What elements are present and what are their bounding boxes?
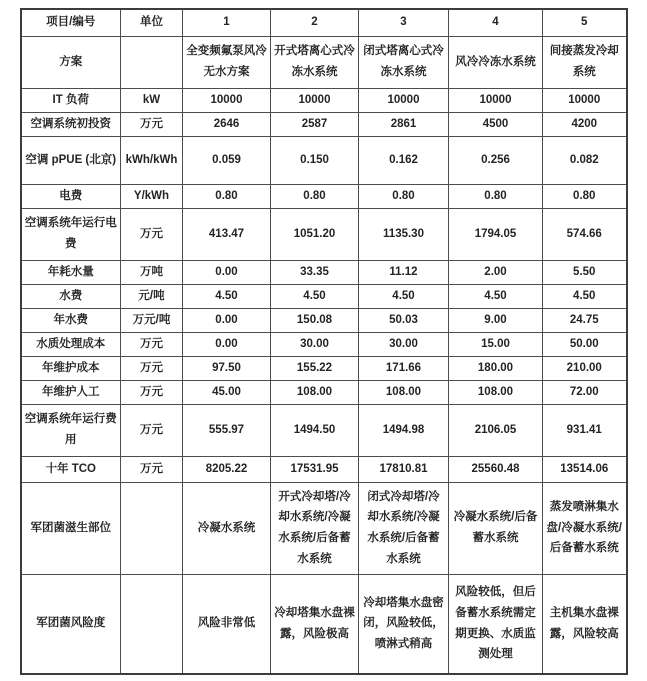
- value-cell: 0.80: [543, 184, 627, 208]
- unit-cell: 万元: [121, 332, 183, 356]
- unit-cell: 万吨: [121, 260, 183, 284]
- value-cell: 50.03: [359, 308, 449, 332]
- unit-cell: 万元: [121, 208, 183, 260]
- value-cell: 574.66: [543, 208, 627, 260]
- value-cell: 30.00: [271, 332, 359, 356]
- column-header-6: 5: [543, 9, 627, 36]
- column-header-3: 2: [271, 9, 359, 36]
- value-cell: 30.00: [359, 332, 449, 356]
- table-row: [21, 284, 627, 308]
- table-row: [21, 88, 627, 112]
- value-cell: 风险非常低: [183, 574, 271, 674]
- value-cell: 17531.95: [271, 456, 359, 482]
- value-cell: 108.00: [449, 380, 543, 404]
- value-cell: 15.00: [449, 332, 543, 356]
- unit-cell: 万元: [121, 112, 183, 136]
- value-cell: 0.80: [271, 184, 359, 208]
- value-cell: 4.50: [271, 284, 359, 308]
- value-cell: 0.059: [183, 136, 271, 184]
- value-cell: 33.35: [271, 260, 359, 284]
- value-cell: 97.50: [183, 356, 271, 380]
- value-cell: 2.00: [449, 260, 543, 284]
- value-cell: 1494.98: [359, 404, 449, 456]
- value-cell: 171.66: [359, 356, 449, 380]
- value-cell: 风险较低，但后备蓄水系统需定期更换、水质监测处理: [449, 574, 543, 674]
- row-label-cell: 空调系统年运行费用: [21, 404, 121, 456]
- value-cell: 180.00: [449, 356, 543, 380]
- cooling-scheme-comparison-table: [20, 8, 628, 675]
- value-cell: 冷却塔集水盘密闭，风险较低，喷淋式稍高: [359, 574, 449, 674]
- table-row: [21, 380, 627, 404]
- value-cell: 150.08: [271, 308, 359, 332]
- value-cell: 10000: [543, 88, 627, 112]
- value-cell: 10000: [271, 88, 359, 112]
- row-label-cell: 空调系统年运行电费: [21, 208, 121, 260]
- value-cell: 0.150: [271, 136, 359, 184]
- value-cell: 主机集水盘裸露，风险较高: [543, 574, 627, 674]
- value-cell: 冷却塔集水盘裸露，风险极高: [271, 574, 359, 674]
- value-cell: 50.00: [543, 332, 627, 356]
- row-label-cell: 年维护人工: [21, 380, 121, 404]
- value-cell: 11.12: [359, 260, 449, 284]
- column-header-0: 项目/编号: [21, 9, 121, 36]
- row-label-cell: 水质处理成本: [21, 332, 121, 356]
- value-cell: 0.256: [449, 136, 543, 184]
- table-header-row: [21, 9, 627, 36]
- value-cell: 4500: [449, 112, 543, 136]
- table-row: [21, 260, 627, 284]
- value-cell: 155.22: [271, 356, 359, 380]
- value-cell: 0.00: [183, 308, 271, 332]
- value-cell: 10000: [359, 88, 449, 112]
- unit-cell: 万元: [121, 380, 183, 404]
- value-cell: 2587: [271, 112, 359, 136]
- value-cell: 闭式冷却塔/冷却水系统/冷凝水系统/后备蓄水系统: [359, 482, 449, 574]
- unit-cell: [121, 482, 183, 574]
- table-row: [21, 112, 627, 136]
- value-cell: 17810.81: [359, 456, 449, 482]
- column-header-1: 单位: [121, 9, 183, 36]
- row-label-cell: 方案: [21, 36, 121, 88]
- row-label-cell: 十年 TCO: [21, 456, 121, 482]
- unit-cell: kW: [121, 88, 183, 112]
- value-cell: 1794.05: [449, 208, 543, 260]
- value-cell: 108.00: [359, 380, 449, 404]
- column-header-2: 1: [183, 9, 271, 36]
- value-cell: 25560.48: [449, 456, 543, 482]
- value-cell: 0.80: [449, 184, 543, 208]
- unit-cell: kWh/kWh: [121, 136, 183, 184]
- table-header: [21, 9, 627, 36]
- value-cell: 0.162: [359, 136, 449, 184]
- value-cell: 0.00: [183, 332, 271, 356]
- value-cell: 10000: [183, 88, 271, 112]
- value-cell: 72.00: [543, 380, 627, 404]
- value-cell: 风冷冷冻水系统: [449, 36, 543, 88]
- value-cell: 5.50: [543, 260, 627, 284]
- value-cell: 4200: [543, 112, 627, 136]
- value-cell: 冷凝水系统: [183, 482, 271, 574]
- unit-cell: [121, 574, 183, 674]
- value-cell: 1051.20: [271, 208, 359, 260]
- table-row: [21, 456, 627, 482]
- value-cell: 108.00: [271, 380, 359, 404]
- column-header-4: 3: [359, 9, 449, 36]
- value-cell: 0.082: [543, 136, 627, 184]
- value-cell: 间接蒸发冷却系统: [543, 36, 627, 88]
- value-cell: 闭式塔离心式冷冻水系统: [359, 36, 449, 88]
- table-row: [21, 184, 627, 208]
- value-cell: 4.50: [183, 284, 271, 308]
- table-row: [21, 332, 627, 356]
- row-label-cell: 军团菌滋生部位: [21, 482, 121, 574]
- table-row: [21, 482, 627, 574]
- unit-cell: 万元: [121, 356, 183, 380]
- row-label-cell: 年耗水量: [21, 260, 121, 284]
- value-cell: 1135.30: [359, 208, 449, 260]
- row-label-cell: 电费: [21, 184, 121, 208]
- value-cell: 9.00: [449, 308, 543, 332]
- row-label-cell: IT 负荷: [21, 88, 121, 112]
- row-label-cell: 空调系统初投资: [21, 112, 121, 136]
- table-row: [21, 136, 627, 184]
- unit-cell: 万元: [121, 404, 183, 456]
- value-cell: 10000: [449, 88, 543, 112]
- row-label-cell: 空调 pPUE (北京): [21, 136, 121, 184]
- table-row: [21, 308, 627, 332]
- value-cell: 24.75: [543, 308, 627, 332]
- row-label-cell: 军团菌风险度: [21, 574, 121, 674]
- table-row: [21, 36, 627, 88]
- row-label-cell: 年维护成本: [21, 356, 121, 380]
- value-cell: 8205.22: [183, 456, 271, 482]
- value-cell: 全变频氟泵风冷无水方案: [183, 36, 271, 88]
- value-cell: 413.47: [183, 208, 271, 260]
- unit-cell: 万元: [121, 456, 183, 482]
- value-cell: 4.50: [543, 284, 627, 308]
- table-row: [21, 356, 627, 380]
- value-cell: 冷凝水系统/后备蓄水系统: [449, 482, 543, 574]
- value-cell: 2861: [359, 112, 449, 136]
- value-cell: 开式塔离心式冷冻水系统: [271, 36, 359, 88]
- value-cell: 555.97: [183, 404, 271, 456]
- value-cell: 4.50: [449, 284, 543, 308]
- table-row: [21, 404, 627, 456]
- value-cell: 4.50: [359, 284, 449, 308]
- value-cell: 蒸发喷淋集水盘/冷凝水系统/后备蓄水系统: [543, 482, 627, 574]
- value-cell: 2646: [183, 112, 271, 136]
- value-cell: 0.80: [359, 184, 449, 208]
- unit-cell: 元/吨: [121, 284, 183, 308]
- value-cell: 0.00: [183, 260, 271, 284]
- unit-cell: [121, 36, 183, 88]
- value-cell: 13514.06: [543, 456, 627, 482]
- value-cell: 2106.05: [449, 404, 543, 456]
- value-cell: 开式冷却塔/冷却水系统/冷凝水系统/后备蓄水系统: [271, 482, 359, 574]
- unit-cell: Y/kWh: [121, 184, 183, 208]
- value-cell: 931.41: [543, 404, 627, 456]
- value-cell: 45.00: [183, 380, 271, 404]
- table-row: [21, 208, 627, 260]
- column-header-5: 4: [449, 9, 543, 36]
- row-label-cell: 水费: [21, 284, 121, 308]
- row-label-cell: 年水费: [21, 308, 121, 332]
- table-body: [21, 36, 627, 674]
- value-cell: 1494.50: [271, 404, 359, 456]
- unit-cell: 万元/吨: [121, 308, 183, 332]
- value-cell: 210.00: [543, 356, 627, 380]
- table-row: [21, 574, 627, 674]
- value-cell: 0.80: [183, 184, 271, 208]
